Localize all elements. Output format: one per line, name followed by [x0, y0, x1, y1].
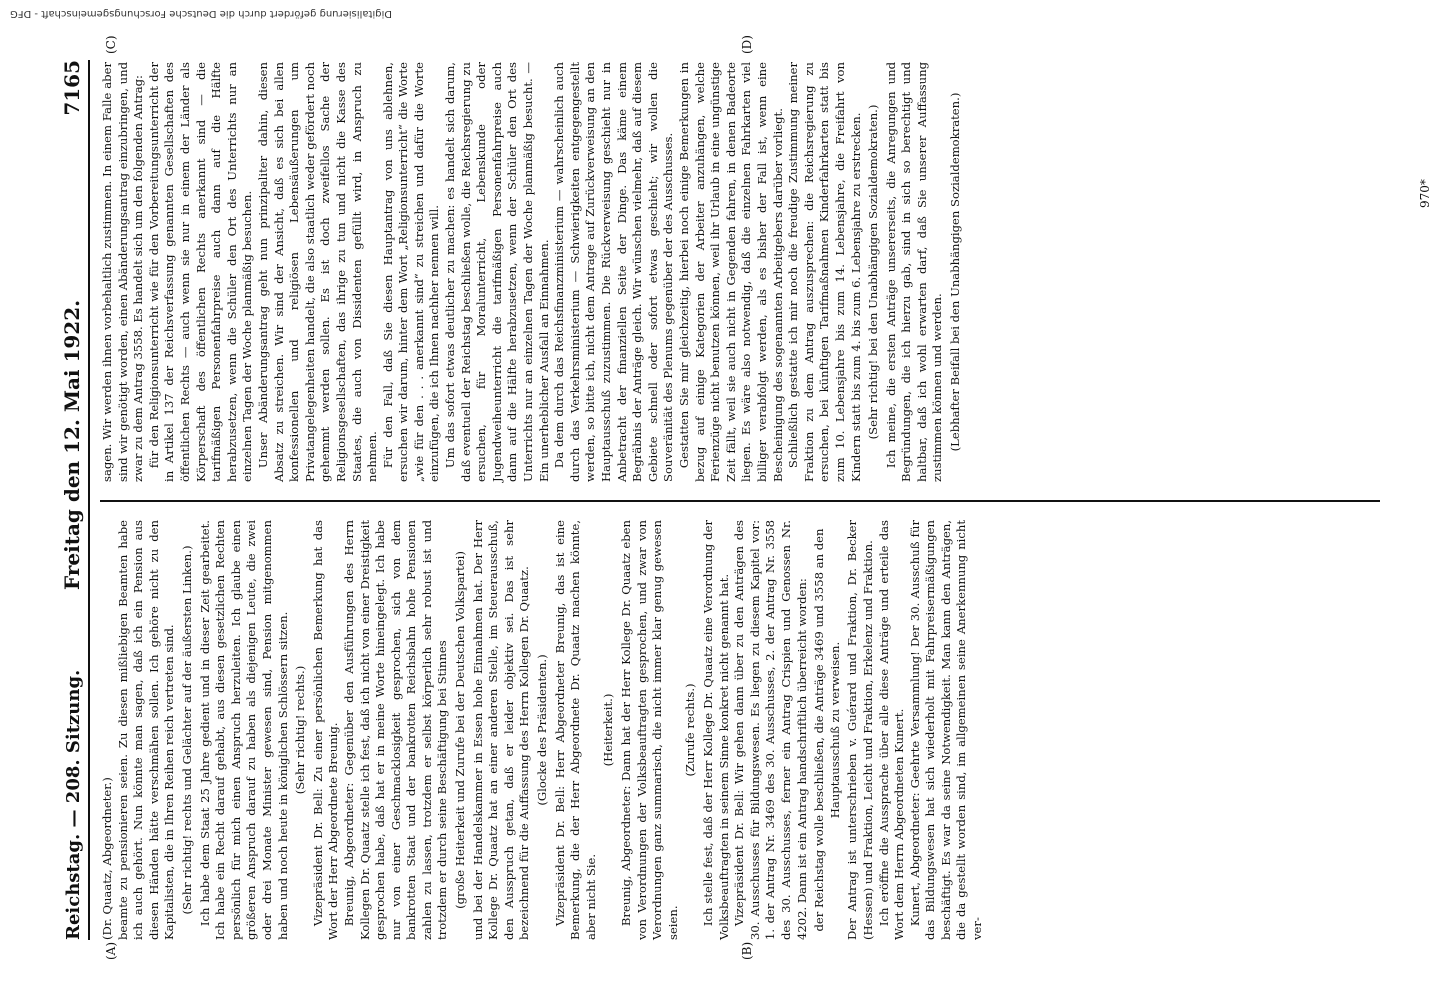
paragraph: (große Heiterkeit und Zurufe bei der Deutschen Volkspartei) — [453, 551, 468, 909]
column-divider — [100, 500, 1380, 502]
header-date: Freitag den 12. Mai 1922. — [60, 299, 84, 590]
paragraph: und bei der Handelskammer in Essen hohe Einnahmen hat. Der Herr Kollege Dr. Quaatz hat an einer anderen Stelle, im Steuerausschuß, den Ausspruch getan, daß er leider objektiv sei. Das ist sehr bezeichnend für die Auffassung des Herrn Kollegen Dr. Quaatz. — [470, 520, 532, 940]
header-page-number: 7165 — [60, 60, 84, 116]
paragraph: Ich eröffne die Aussprache über alle diese Anträge und erteile das Wort dem Herrn Abgeordneten Kunert. — [876, 520, 907, 940]
sheet-signature: 970* — [1418, 179, 1432, 208]
margin-letter-a: (A) — [104, 941, 118, 960]
paragraph: Schließlich gestatte ich mir noch die freudige Zustimmung meiner Fraktion zu dem Antrag auszusprechen: die Reichsregierung zu ersuchen, bei künftigen Tarifmaßnahmen Kinderfahrkarten statt bis zum 10. Lebensjahre bis zum 14. Lebensjahre, die Freifahrt von Kindern statt bis zum 4. bis zum 6. Lebensjahre zu erstrecken. — [786, 62, 863, 482]
paragraph: (Zurufe rechts.) — [683, 683, 698, 777]
page-header — [58, 60, 90, 940]
paragraph: Ich meine, die ersten Anträge unsererseits, die Anregungen und Begründungen, die ich hierzu gab, sind in sich so berechtigt und haltbar, daß ich wohl erwarten darf, daß Sie unserer Auffassung zustimmen können und werden. — [883, 62, 945, 482]
margin-letter-c: (C) — [104, 35, 118, 54]
paragraph: Da dem durch das Reichsfinanzministerium — wahrscheinlich auch durch das Verkehrsministerium — Schwierigkeiten entgegengestellt werden, so bitte ich, nicht dem Antrage auf Zurückverweisung an den Hauptausschuß zuzustimmen. Die Rückverweisung geschieht nur in Anbetracht der finanziellen Seite der Dinge. Das käme einem Begräbnis der Anträge gleich. Wir wünschen vielmehr, daß auf diesem Gebiete schnell oder sofort etwas geschieht; wir wollen die Souveränität des Plenums gegenüber der des Ausschusses. — [552, 62, 676, 482]
paragraph: (Lebhafter Beifall bei den Unabhängigen Sozialdemokraten.) — [948, 92, 963, 452]
paragraph: sagen. Wir werden ihnen vorbehaltlich zustimmen. In einem Falle aber sind wir genötigt worden, einen Abänderungsantrag einzubringen, und zwar zu dem Antrag 3558. Es handelt sich um den folgenden Antrag: — [100, 62, 146, 482]
paragraph: Ich habe dem Staat 25 Jahre gedient und in dieser Zeit gearbeitet. Ich habe ein Recht darauf gehabt, aus diesen gesetzlichen Rechten persönlich für mich einen Anspruch herzuleiten. Ich glaube einen größeren Anspruch darauf zu haben als diejenigen Leute, die zwei oder drei Monate Minister gewesen sind, Pension mitgenommen haben und noch heute in königlichen Schlössern sitzen. — [197, 520, 290, 940]
paragraph: Unser Abänderungsantrag geht nun prinzipaliter dahin, diesen Absatz zu streichen. Wir sind der Ansicht, daß es sich bei allen konfessionellen und religiösen Lebensäußerungen um Privatangelegenheiten handelt, die also staatlich weder gefördert noch gehemmt werden sollen. Es ist doch zweifellos Sache der Religionsgesellschaften, das ihrige zu tun und nicht die Kasse des Staates, die auch von Dissidenten gefüllt wird, in Anspruch zu nehmen. — [255, 62, 380, 482]
header-session: Reichstag. — 208. Sitzung. — [63, 669, 84, 940]
paragraph: (Sehr richtig! bei den Unabhängigen Sozialdemokraten.) — [866, 104, 881, 440]
paragraph: beamte zu pensionieren seien. Zu diesen mißliebigen Beamten habe ich auch gehört. Nun könnte man sagen, daß ich ein Pension aus diesen Händen hätte verschmähen sollen. Ich gehöre nicht zu den Kapitalisten, die in Ihren Reihen reich vertreten sind. — [115, 520, 177, 940]
paragraph: Um das sofort etwas deutlicher zu machen: es handelt sich darum, daß eventuell der Reichstag beschließen wolle, die Reichsregierung zu ersuchen, für Moralunterricht, Lebenskunde oder Jugendweiheunterricht die tarifmäßigen Personenfahrpreise auch dann auf die Hälfte herabzusetzen, wenn der Schüler den Ort des Unterrichts nur an einzelnen Tagen der Woche planmäßig besucht. — Ein unerheblicher Ausfall an Einnahmen. — [443, 62, 551, 482]
paragraph: Vizepräsident Dr. Bell: Herr Abgeordneter Breunig, das ist eine Bemerkung, die der Herr Abgeordnete Dr. Quaatz machen könnte, aber nicht Sie. — [552, 520, 598, 940]
paragraph: Gestatten Sie mir gleichzeitig, hierbei noch einige Bemerkungen in bezug auf einige Kategorien der Arbeiter anzuhängen, welche Ferienzüge nicht benutzen können, weil ihr Urlaub in eine ungünstige Zeit fällt, weil sie auch nicht in Gegenden fahren, in denen Badeorte liegen. Es wäre also notwendig, daß die einzelnen Fahrkarten viel billiger verabfolgt werden, als es bisher der Fall ist, wenn eine Bescheinigung des sogenannten Arbeitgebers darüber vorliegt. — [676, 62, 785, 482]
paragraph: für den Religionsunterricht wie für den Vorbereitungsunterricht der in Artikel 137 der Reichsverfassung genannten Gesellschaften des öffentlichen Rechts — auch wenn sie nur in einem der Länder als Körperschaft des öffentlichen Rechts anerkannt sind — die tarifmäßigen Personenfahrpreise auch dann auf die Hälfte herabzusetzen, wenn die Schüler den Ort des Unterrichts nur an einzelnen Tagen der Woche planmäßig besuchen. — [146, 62, 255, 482]
paragraph: Vizepräsident Dr. Bell: Zu einer persönlichen Bemerkung hat das Wort der Herr Abgeordnete Breunig. — [310, 520, 341, 940]
paragraph: Breunig, Abgeordneter: Dann hat der Herr Kollege Dr. Quaatz eben von Verordnungen der Volksbeauftragten gesprochen, und zwar von Verordnungen ganz summarisch, die nicht immer klar genug gewesen seien. — [619, 520, 680, 940]
right-column — [100, 62, 966, 482]
paragraph: (Sehr richtig! rechts.) — [293, 665, 308, 795]
paragraph: Ich stelle fest, daß der Herr Kollege Dr. Quaatz eine Verordnung der Volksbeauftragten in seinem Sinne konkret nicht genannt hat. — [700, 520, 731, 940]
paragraph: (Sehr richtig! rechts und Gelächter auf der äußersten Linken.) — [179, 545, 194, 915]
margin-letter-b: (B) — [740, 941, 754, 960]
digitization-note: Digitalisierung gefördert durch die Deutsche Forschungsgemeinschaft - DFG — [10, 8, 393, 19]
paragraph: (Dr. Quaatz, Abgeordneter.) — [100, 777, 114, 940]
paragraph: (Glocke des Präsidenten.) — [535, 654, 550, 806]
paragraph: (Heiterkeit.) — [601, 693, 616, 767]
paragraph: Kunert, Abgeordneter: Geehrte Versammlung! Der 30. Ausschuß für das Bildungswesen hat sich wiederholt mit Fahrpreisermäßigungen beschäftigt. Es war da seine Notwendigkeit. Man kann den Anträgen, die da gestellt worden sind, im allgemeinen seine Anerkennung nicht ver- — [907, 520, 985, 940]
margin-letter-d: (D) — [740, 35, 754, 54]
paragraph: Für den Fall, daß Sie diesen Hauptantrag von uns ablehnen, ersuchen wir darum, hinter dem Wort „Religionsunterricht“ die Worte „wie für den . . . anerkannt sind“ zu streichen und dafür die Worte einzufügen, die ich Ihnen nachher nennen will. — [380, 62, 442, 482]
paragraph: Breunig, Abgeordneter: Gegenüber den Ausführungen des Herrn Kollegen Dr. Quaatz stelle ich fest, daß ich nicht von einer Dreistigkeit gesprochen habe, daß hat er in meine Worte hineingelegt. Ich habe nur von einer Geschmacklosigkeit gesprochen, sich von dem bankrotten Staat und der bankrotten Reichsbahn hohe Pensionen zahlen zu lassen, trotzdem er selbst körperlich sehr robust ist und trotzdem er durch seine Beschäftigung bei Stinnes — [341, 520, 450, 940]
paragraph: Der Antrag ist unterschrieben v. Guérard und Fraktion, Dr. Becker (Hessen) und Fraktion, Leicht und Fraktion, Erkelenz und Fraktion. — [845, 520, 875, 940]
paragraph: Vizepräsident Dr. Bell: Wir gehen dann über zu den Anträgen des 30. Ausschusses für Bildungswesen. Es liegen zu diesem Kapitel vor: 1. der Antrag Nr. 3469 des 30. Ausschusses, 2. der Antrag Nr. 3558 des 30. Ausschusses, ferner ein Antrag Crispien und Genossen Nr. 4202. Dann ist ein Antrag handschriftlich überreicht worden: — [732, 520, 809, 940]
paragraph: der Reichstag wolle beschließen, die Anträge 3469 und 3558 an den Hauptausschuß zu verweisen. — [812, 528, 842, 932]
left-column — [100, 520, 986, 940]
